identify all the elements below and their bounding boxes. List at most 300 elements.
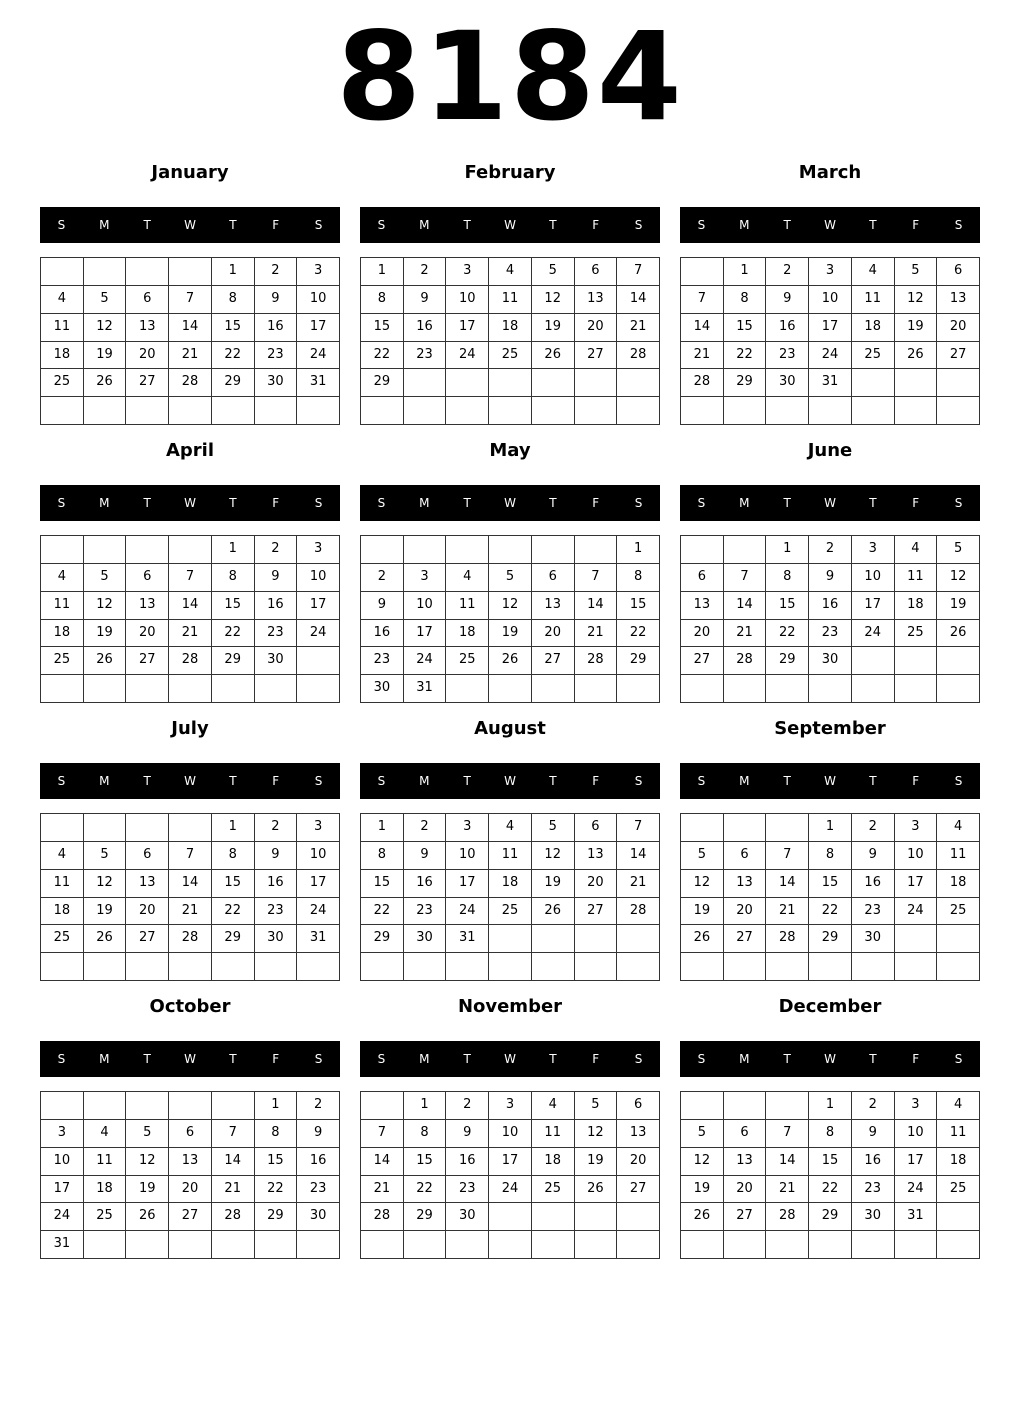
day-cell: 7 xyxy=(361,1120,404,1148)
day-cell: 25 xyxy=(84,1203,127,1231)
day-cell: 15 xyxy=(724,314,767,342)
day-cell: 22 xyxy=(212,898,255,926)
day-cell: 30 xyxy=(766,369,809,397)
empty-day-cell xyxy=(937,369,980,397)
empty-day-cell xyxy=(446,675,489,703)
day-cell: 6 xyxy=(532,564,575,592)
day-grid xyxy=(680,257,980,425)
day-cell: 26 xyxy=(84,369,127,397)
day-cell: 9 xyxy=(297,1120,340,1148)
day-cell: 30 xyxy=(852,1203,895,1231)
weekday-label: S xyxy=(954,1052,963,1066)
day-cell: 25 xyxy=(446,647,489,675)
day-cell: 14 xyxy=(724,592,767,620)
day-cell: 7 xyxy=(617,258,660,286)
day-cell: 9 xyxy=(361,592,404,620)
day-cell: 29 xyxy=(255,1203,298,1231)
day-cell: 16 xyxy=(255,314,298,342)
weekday-label: M xyxy=(419,218,430,232)
day-cell: 16 xyxy=(809,592,852,620)
weekday-label: F xyxy=(912,218,920,232)
day-cell: 26 xyxy=(532,898,575,926)
day-cell: 17 xyxy=(852,592,895,620)
empty-day-cell xyxy=(937,953,980,981)
weekday-label: T xyxy=(229,774,237,788)
empty-day-cell xyxy=(404,1231,447,1259)
empty-day-cell xyxy=(532,925,575,953)
weekday-label: S xyxy=(954,496,963,510)
day-cell: 6 xyxy=(937,258,980,286)
weekday-label: F xyxy=(272,774,280,788)
weekday-label: M xyxy=(739,218,750,232)
day-cell: 17 xyxy=(297,870,340,898)
day-cell: 23 xyxy=(255,342,298,370)
day-cell: 24 xyxy=(895,1176,938,1204)
day-grid xyxy=(360,1091,660,1259)
day-cell: 24 xyxy=(809,342,852,370)
day-cell: 25 xyxy=(489,342,532,370)
empty-day-cell xyxy=(297,675,340,703)
empty-day-cell xyxy=(84,536,127,564)
empty-day-cell xyxy=(212,1231,255,1259)
day-cell: 5 xyxy=(84,842,127,870)
day-cell: 10 xyxy=(297,842,340,870)
day-cell: 12 xyxy=(84,314,127,342)
day-cell: 18 xyxy=(84,1176,127,1204)
day-cell: 3 xyxy=(895,814,938,842)
day-cell: 21 xyxy=(617,314,660,342)
day-cell: 15 xyxy=(361,314,404,342)
day-grid xyxy=(40,257,340,425)
day-cell: 9 xyxy=(404,842,447,870)
weekday-label: M xyxy=(99,218,110,232)
day-cell: 21 xyxy=(169,620,212,648)
day-cell: 22 xyxy=(809,1176,852,1204)
day-cell: 20 xyxy=(126,342,169,370)
day-grid xyxy=(360,535,660,703)
empty-day-cell xyxy=(724,1231,767,1259)
weekday-label: T xyxy=(463,774,471,788)
day-cell: 4 xyxy=(937,1092,980,1120)
day-cell: 8 xyxy=(212,564,255,592)
day-cell: 5 xyxy=(937,536,980,564)
empty-day-cell xyxy=(895,369,938,397)
day-cell: 22 xyxy=(361,342,404,370)
day-cell: 23 xyxy=(404,898,447,926)
weekday-label: W xyxy=(824,1052,836,1066)
day-cell: 15 xyxy=(766,592,809,620)
empty-day-cell xyxy=(84,675,127,703)
day-cell: 7 xyxy=(724,564,767,592)
day-cell: 16 xyxy=(852,870,895,898)
day-cell: 20 xyxy=(937,314,980,342)
empty-day-cell xyxy=(169,953,212,981)
day-cell: 16 xyxy=(404,314,447,342)
weekday-label: S xyxy=(377,496,386,510)
day-cell: 5 xyxy=(84,286,127,314)
day-cell: 24 xyxy=(852,620,895,648)
day-cell: 9 xyxy=(255,564,298,592)
empty-day-cell xyxy=(895,397,938,425)
day-cell: 14 xyxy=(766,1148,809,1176)
day-cell: 12 xyxy=(681,870,724,898)
day-cell: 7 xyxy=(617,814,660,842)
empty-day-cell xyxy=(724,814,767,842)
day-cell: 13 xyxy=(126,592,169,620)
empty-day-cell xyxy=(404,369,447,397)
weekday-label: F xyxy=(592,496,600,510)
empty-day-cell xyxy=(212,675,255,703)
day-cell: 1 xyxy=(361,258,404,286)
weekday-label: T xyxy=(143,774,151,788)
day-cell: 6 xyxy=(724,842,767,870)
day-cell: 28 xyxy=(617,342,660,370)
weekday-label: T xyxy=(783,218,791,232)
empty-day-cell xyxy=(852,647,895,675)
weekday-label: T xyxy=(783,496,791,510)
day-cell: 24 xyxy=(297,898,340,926)
day-cell: 11 xyxy=(446,592,489,620)
weekday-label: M xyxy=(739,1052,750,1066)
day-cell: 31 xyxy=(41,1231,84,1259)
empty-day-cell xyxy=(895,925,938,953)
weekday-label: M xyxy=(739,774,750,788)
empty-day-cell xyxy=(446,1231,489,1259)
empty-day-cell xyxy=(169,814,212,842)
day-cell: 18 xyxy=(41,342,84,370)
empty-day-cell xyxy=(937,647,980,675)
day-cell: 15 xyxy=(212,592,255,620)
day-cell: 21 xyxy=(212,1176,255,1204)
day-cell: 18 xyxy=(446,620,489,648)
weekday-label: M xyxy=(99,496,110,510)
weekday-header xyxy=(40,207,340,243)
day-cell: 15 xyxy=(809,870,852,898)
day-cell: 13 xyxy=(169,1148,212,1176)
day-cell: 24 xyxy=(297,620,340,648)
day-cell: 2 xyxy=(297,1092,340,1120)
day-cell: 11 xyxy=(41,314,84,342)
weekday-header xyxy=(680,1041,980,1077)
day-cell: 26 xyxy=(126,1203,169,1231)
day-cell: 1 xyxy=(404,1092,447,1120)
empty-day-cell xyxy=(681,1092,724,1120)
day-cell: 11 xyxy=(937,842,980,870)
day-cell: 7 xyxy=(681,286,724,314)
day-cell: 27 xyxy=(617,1176,660,1204)
weekday-label: M xyxy=(419,1052,430,1066)
weekday-label: T xyxy=(869,1052,877,1066)
day-cell: 8 xyxy=(617,564,660,592)
day-cell: 17 xyxy=(895,1148,938,1176)
empty-day-cell xyxy=(852,397,895,425)
day-cell: 26 xyxy=(937,620,980,648)
day-cell: 25 xyxy=(895,620,938,648)
day-cell: 9 xyxy=(446,1120,489,1148)
empty-day-cell xyxy=(724,536,767,564)
day-cell: 2 xyxy=(404,814,447,842)
day-cell: 12 xyxy=(532,286,575,314)
empty-day-cell xyxy=(126,1231,169,1259)
weekday-label: W xyxy=(184,1052,196,1066)
empty-day-cell xyxy=(41,675,84,703)
day-cell: 23 xyxy=(255,620,298,648)
day-cell: 6 xyxy=(575,258,618,286)
day-cell: 30 xyxy=(446,1203,489,1231)
weekday-label: T xyxy=(463,218,471,232)
empty-day-cell xyxy=(532,397,575,425)
day-cell: 20 xyxy=(575,870,618,898)
empty-day-cell xyxy=(446,369,489,397)
day-cell: 26 xyxy=(532,342,575,370)
day-cell: 30 xyxy=(255,647,298,675)
day-cell: 4 xyxy=(84,1120,127,1148)
empty-day-cell xyxy=(126,814,169,842)
weekday-label: S xyxy=(634,218,643,232)
day-cell: 24 xyxy=(895,898,938,926)
day-cell: 16 xyxy=(404,870,447,898)
day-cell: 31 xyxy=(297,369,340,397)
weekday-label: F xyxy=(272,1052,280,1066)
day-cell: 6 xyxy=(575,814,618,842)
empty-day-cell xyxy=(766,814,809,842)
day-cell: 19 xyxy=(489,620,532,648)
day-cell: 13 xyxy=(575,286,618,314)
weekday-label: W xyxy=(504,496,516,510)
weekday-label: T xyxy=(869,774,877,788)
day-cell: 3 xyxy=(297,814,340,842)
day-cell: 15 xyxy=(212,870,255,898)
day-cell: 28 xyxy=(766,1203,809,1231)
empty-day-cell xyxy=(766,675,809,703)
day-cell: 5 xyxy=(575,1092,618,1120)
weekday-header xyxy=(680,485,980,521)
day-cell: 29 xyxy=(212,647,255,675)
weekday-label: S xyxy=(57,218,66,232)
day-cell: 26 xyxy=(895,342,938,370)
day-cell: 13 xyxy=(937,286,980,314)
day-cell: 14 xyxy=(681,314,724,342)
day-cell: 10 xyxy=(489,1120,532,1148)
empty-day-cell xyxy=(852,1231,895,1259)
day-cell: 16 xyxy=(446,1148,489,1176)
day-cell: 2 xyxy=(255,814,298,842)
day-cell: 5 xyxy=(84,564,127,592)
day-cell: 28 xyxy=(169,647,212,675)
day-cell: 30 xyxy=(852,925,895,953)
empty-day-cell xyxy=(575,369,618,397)
empty-day-cell xyxy=(404,536,447,564)
weekday-label: S xyxy=(697,1052,706,1066)
weekday-label: S xyxy=(57,496,66,510)
day-cell: 9 xyxy=(404,286,447,314)
month-name: May xyxy=(489,440,531,461)
day-cell: 10 xyxy=(895,1120,938,1148)
day-cell: 9 xyxy=(766,286,809,314)
day-cell: 13 xyxy=(126,870,169,898)
weekday-label: W xyxy=(184,218,196,232)
day-cell: 29 xyxy=(809,1203,852,1231)
day-cell: 7 xyxy=(169,842,212,870)
empty-day-cell xyxy=(169,397,212,425)
day-cell: 3 xyxy=(489,1092,532,1120)
weekday-label: F xyxy=(592,218,600,232)
day-cell: 21 xyxy=(766,1176,809,1204)
month-name: October xyxy=(149,996,231,1017)
day-cell: 27 xyxy=(532,647,575,675)
day-cell: 10 xyxy=(297,564,340,592)
day-cell: 12 xyxy=(937,564,980,592)
day-cell: 14 xyxy=(361,1148,404,1176)
day-cell: 10 xyxy=(809,286,852,314)
weekday-header xyxy=(40,485,340,521)
empty-day-cell xyxy=(126,1092,169,1120)
day-cell: 9 xyxy=(852,1120,895,1148)
day-cell: 28 xyxy=(169,369,212,397)
empty-day-cell xyxy=(446,397,489,425)
day-cell: 31 xyxy=(404,675,447,703)
empty-day-cell xyxy=(852,369,895,397)
empty-day-cell xyxy=(809,397,852,425)
day-cell: 17 xyxy=(446,870,489,898)
weekday-label: T xyxy=(143,218,151,232)
empty-day-cell xyxy=(532,1231,575,1259)
weekday-label: S xyxy=(314,774,323,788)
day-cell: 29 xyxy=(212,925,255,953)
day-cell: 28 xyxy=(361,1203,404,1231)
day-cell: 24 xyxy=(446,342,489,370)
day-cell: 27 xyxy=(575,342,618,370)
day-cell: 22 xyxy=(809,898,852,926)
empty-day-cell xyxy=(489,536,532,564)
day-cell: 8 xyxy=(212,286,255,314)
day-cell: 20 xyxy=(126,898,169,926)
day-cell: 16 xyxy=(255,592,298,620)
empty-day-cell xyxy=(681,397,724,425)
day-cell: 10 xyxy=(446,286,489,314)
day-cell: 20 xyxy=(724,1176,767,1204)
empty-day-cell xyxy=(489,1203,532,1231)
day-cell: 15 xyxy=(255,1148,298,1176)
day-cell: 19 xyxy=(681,1176,724,1204)
empty-day-cell xyxy=(575,397,618,425)
month-name: January xyxy=(151,162,229,183)
day-cell: 17 xyxy=(489,1148,532,1176)
day-cell: 13 xyxy=(126,314,169,342)
day-cell: 1 xyxy=(809,1092,852,1120)
day-cell: 11 xyxy=(937,1120,980,1148)
day-cell: 3 xyxy=(852,536,895,564)
day-cell: 29 xyxy=(724,369,767,397)
day-cell: 21 xyxy=(681,342,724,370)
day-cell: 11 xyxy=(489,842,532,870)
weekday-label: T xyxy=(869,218,877,232)
day-cell: 5 xyxy=(489,564,532,592)
day-cell: 15 xyxy=(404,1148,447,1176)
empty-day-cell xyxy=(532,369,575,397)
empty-day-cell xyxy=(489,369,532,397)
day-cell: 3 xyxy=(297,536,340,564)
day-cell: 13 xyxy=(724,1148,767,1176)
empty-day-cell xyxy=(126,258,169,286)
empty-day-cell xyxy=(681,1231,724,1259)
day-cell: 4 xyxy=(41,564,84,592)
day-cell: 27 xyxy=(126,925,169,953)
day-cell: 23 xyxy=(852,898,895,926)
empty-day-cell xyxy=(169,258,212,286)
empty-day-cell xyxy=(84,953,127,981)
weekday-label: S xyxy=(954,774,963,788)
day-cell: 29 xyxy=(617,647,660,675)
day-cell: 8 xyxy=(766,564,809,592)
day-cell: 20 xyxy=(617,1148,660,1176)
weekday-label: S xyxy=(377,218,386,232)
day-cell: 31 xyxy=(297,925,340,953)
day-cell: 17 xyxy=(41,1176,84,1204)
day-grid xyxy=(680,1091,980,1259)
empty-day-cell xyxy=(489,397,532,425)
day-cell: 26 xyxy=(84,925,127,953)
day-cell: 27 xyxy=(724,1203,767,1231)
day-cell: 6 xyxy=(724,1120,767,1148)
day-cell: 6 xyxy=(126,842,169,870)
day-cell: 27 xyxy=(937,342,980,370)
empty-day-cell xyxy=(766,1092,809,1120)
day-cell: 23 xyxy=(361,647,404,675)
day-cell: 11 xyxy=(41,870,84,898)
empty-day-cell xyxy=(446,536,489,564)
day-cell: 18 xyxy=(41,620,84,648)
empty-day-cell xyxy=(212,397,255,425)
empty-day-cell xyxy=(169,1231,212,1259)
weekday-label: S xyxy=(57,774,66,788)
day-cell: 19 xyxy=(84,620,127,648)
weekday-label: S xyxy=(634,774,643,788)
day-cell: 14 xyxy=(766,870,809,898)
day-cell: 22 xyxy=(361,898,404,926)
weekday-label: W xyxy=(504,1052,516,1066)
empty-day-cell xyxy=(575,675,618,703)
day-cell: 10 xyxy=(297,286,340,314)
day-cell: 1 xyxy=(361,814,404,842)
empty-day-cell xyxy=(361,953,404,981)
day-cell: 10 xyxy=(446,842,489,870)
day-cell: 7 xyxy=(575,564,618,592)
empty-day-cell xyxy=(766,397,809,425)
day-cell: 19 xyxy=(681,898,724,926)
month-name: April xyxy=(165,440,215,461)
weekday-label: T xyxy=(549,218,557,232)
month-name: August xyxy=(474,718,546,739)
day-cell: 23 xyxy=(404,342,447,370)
day-cell: 31 xyxy=(895,1203,938,1231)
day-cell: 2 xyxy=(766,258,809,286)
weekday-label: T xyxy=(229,496,237,510)
day-cell: 20 xyxy=(532,620,575,648)
month-name: June xyxy=(807,440,853,461)
weekday-label: F xyxy=(272,496,280,510)
month-name: February xyxy=(464,162,556,183)
day-cell: 10 xyxy=(404,592,447,620)
day-cell: 5 xyxy=(532,258,575,286)
day-cell: 31 xyxy=(809,369,852,397)
empty-day-cell xyxy=(895,647,938,675)
empty-day-cell xyxy=(937,1231,980,1259)
weekday-header xyxy=(680,207,980,243)
day-cell: 3 xyxy=(895,1092,938,1120)
empty-day-cell xyxy=(41,536,84,564)
day-cell: 25 xyxy=(852,342,895,370)
